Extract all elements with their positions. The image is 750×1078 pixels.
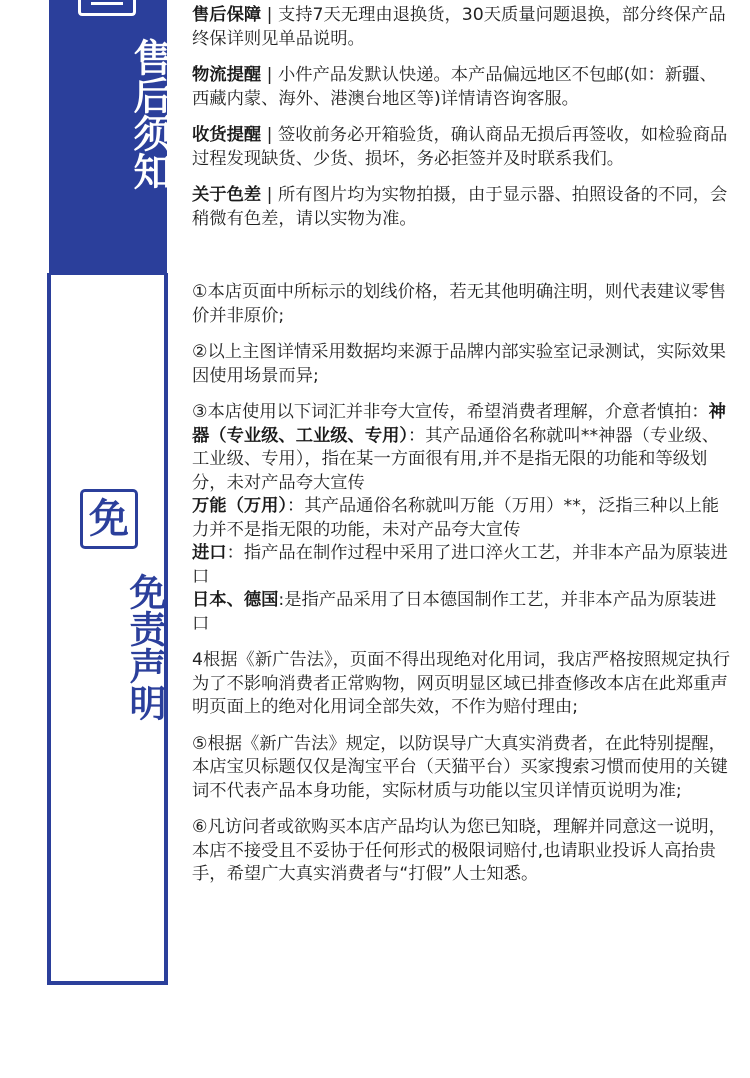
after-sales-item: 售后保障 | 支持7天无理由退换货，30天质量问题退换，部分终保产品终保详则见单品说明。	[192, 5, 726, 49]
disclaimer-title: 免责声明	[123, 573, 166, 721]
disclaimer-paragraph-3: ③本店使用以下词汇并非夸大宣传，希望消费者理解，介意者慎拍：神器（专业级、工业级、专用）：其产品通俗名称就叫**神器（专业级、工业级、专用），指在某一方面很有用,并不是指无限的功能和等级划分，未对产品夸大宣传 万能（万用）：其产品通俗名称就叫万能（万用）**，泛指三种以上能力并不是指无限的功能，未对产品夸大宣传 进口：指产品在制作过程中采用了进口淬火工艺，并非本产品为原装进口 日本、德国:是指产品采用了日本德国制作工艺，并非本产品为原装进口	[192, 402, 728, 634]
after-sales-item: 收货提醒 | 签收前务必开箱验货，确认商品无损后再签收，如检验商品过程发现缺货、少货、损坏，务必拒签并及时联系我们。	[192, 125, 728, 169]
after-sales-panel	[49, 0, 171, 275]
after-sales-title: 售后须知	[127, 38, 171, 190]
after-sales-item: 关于色差 | 所有图片均为实物拍摄，由于显示器、拍照设备的不同，会稍微有色差，请以实物为准。	[192, 185, 728, 229]
item-label: 物流提醒	[192, 65, 262, 85]
item-text: 所有图片均为实物拍摄，由于显示器、拍照设备的不同，会稍微有色差，请以实物为准。	[192, 185, 728, 229]
disclaimer-badge-icon: 免	[80, 489, 138, 549]
disclaimer-paragraph-6: ⑥凡访问者或欲购买本店产品均认为您已知晓，理解并同意这一说明，本店不接受且不妥协于任何形式的极限词赔付,也请职业投诉人高抬贵手，希望广大真实消费者与“打假”人士知悉。	[192, 817, 726, 884]
after-sales-item: 物流提醒 | 小件产品发默认快递。本产品偏远地区不包邮(如：新疆、西藏内蒙、海外、港澳台地区等)详情请咨询客服。	[192, 65, 717, 109]
item-label: 售后保障	[192, 5, 262, 25]
disclaimer-paragraph-5: ⑤根据《新广告法》规定，以防误导广大真实消费者，在此特别提醒，本店宝贝标题仅仅是淘宝平台（天猫平台）买家搜索习惯而使用的关键词不代表产品本身功能，实际材质与功能以宝贝详情页说明为准;	[192, 733, 728, 801]
disclaimer-paragraph-1: ①本店页面中所标示的划线价格，若无其他明确注明，则代表建议零售价并非原价;	[192, 282, 726, 326]
item-label: 收货提醒	[192, 125, 262, 145]
item-text: 小件产品发默认快递。本产品偏远地区不包邮(如：新疆、西藏内蒙、海外、港澳台地区等)详情请咨询客服。	[192, 65, 717, 109]
item-text: 支持7天无理由退换货，30天质量问题退换，部分终保产品终保详则见单品说明。	[192, 5, 726, 49]
item-label: 关于色差	[192, 185, 262, 205]
disclaimer-panel	[47, 273, 168, 985]
item-text: 签收前务必开箱验货，确认商品无损后再签收，如检验商品过程发现缺货、少货、损坏，务必拒签并及时联系我们。	[192, 125, 728, 169]
disclaimer-paragraph-2: ②以上主图详情采用数据均来源于品牌内部实验室记录测试，实际效果因使用场景而异;	[192, 342, 726, 386]
section-divider	[192, 244, 732, 281]
document-icon	[78, 0, 136, 16]
content-column	[192, 4, 732, 900]
disclaimer-paragraph-4: 4根据《新广告法》，页面不得出现绝对化用词，我店严格按照规定执行为了不影响消费者正常购物，网页明显区域已排查修改本店在此郑重声明页面上的绝对化用词全部失效，不作为赔付理由;	[192, 650, 731, 717]
